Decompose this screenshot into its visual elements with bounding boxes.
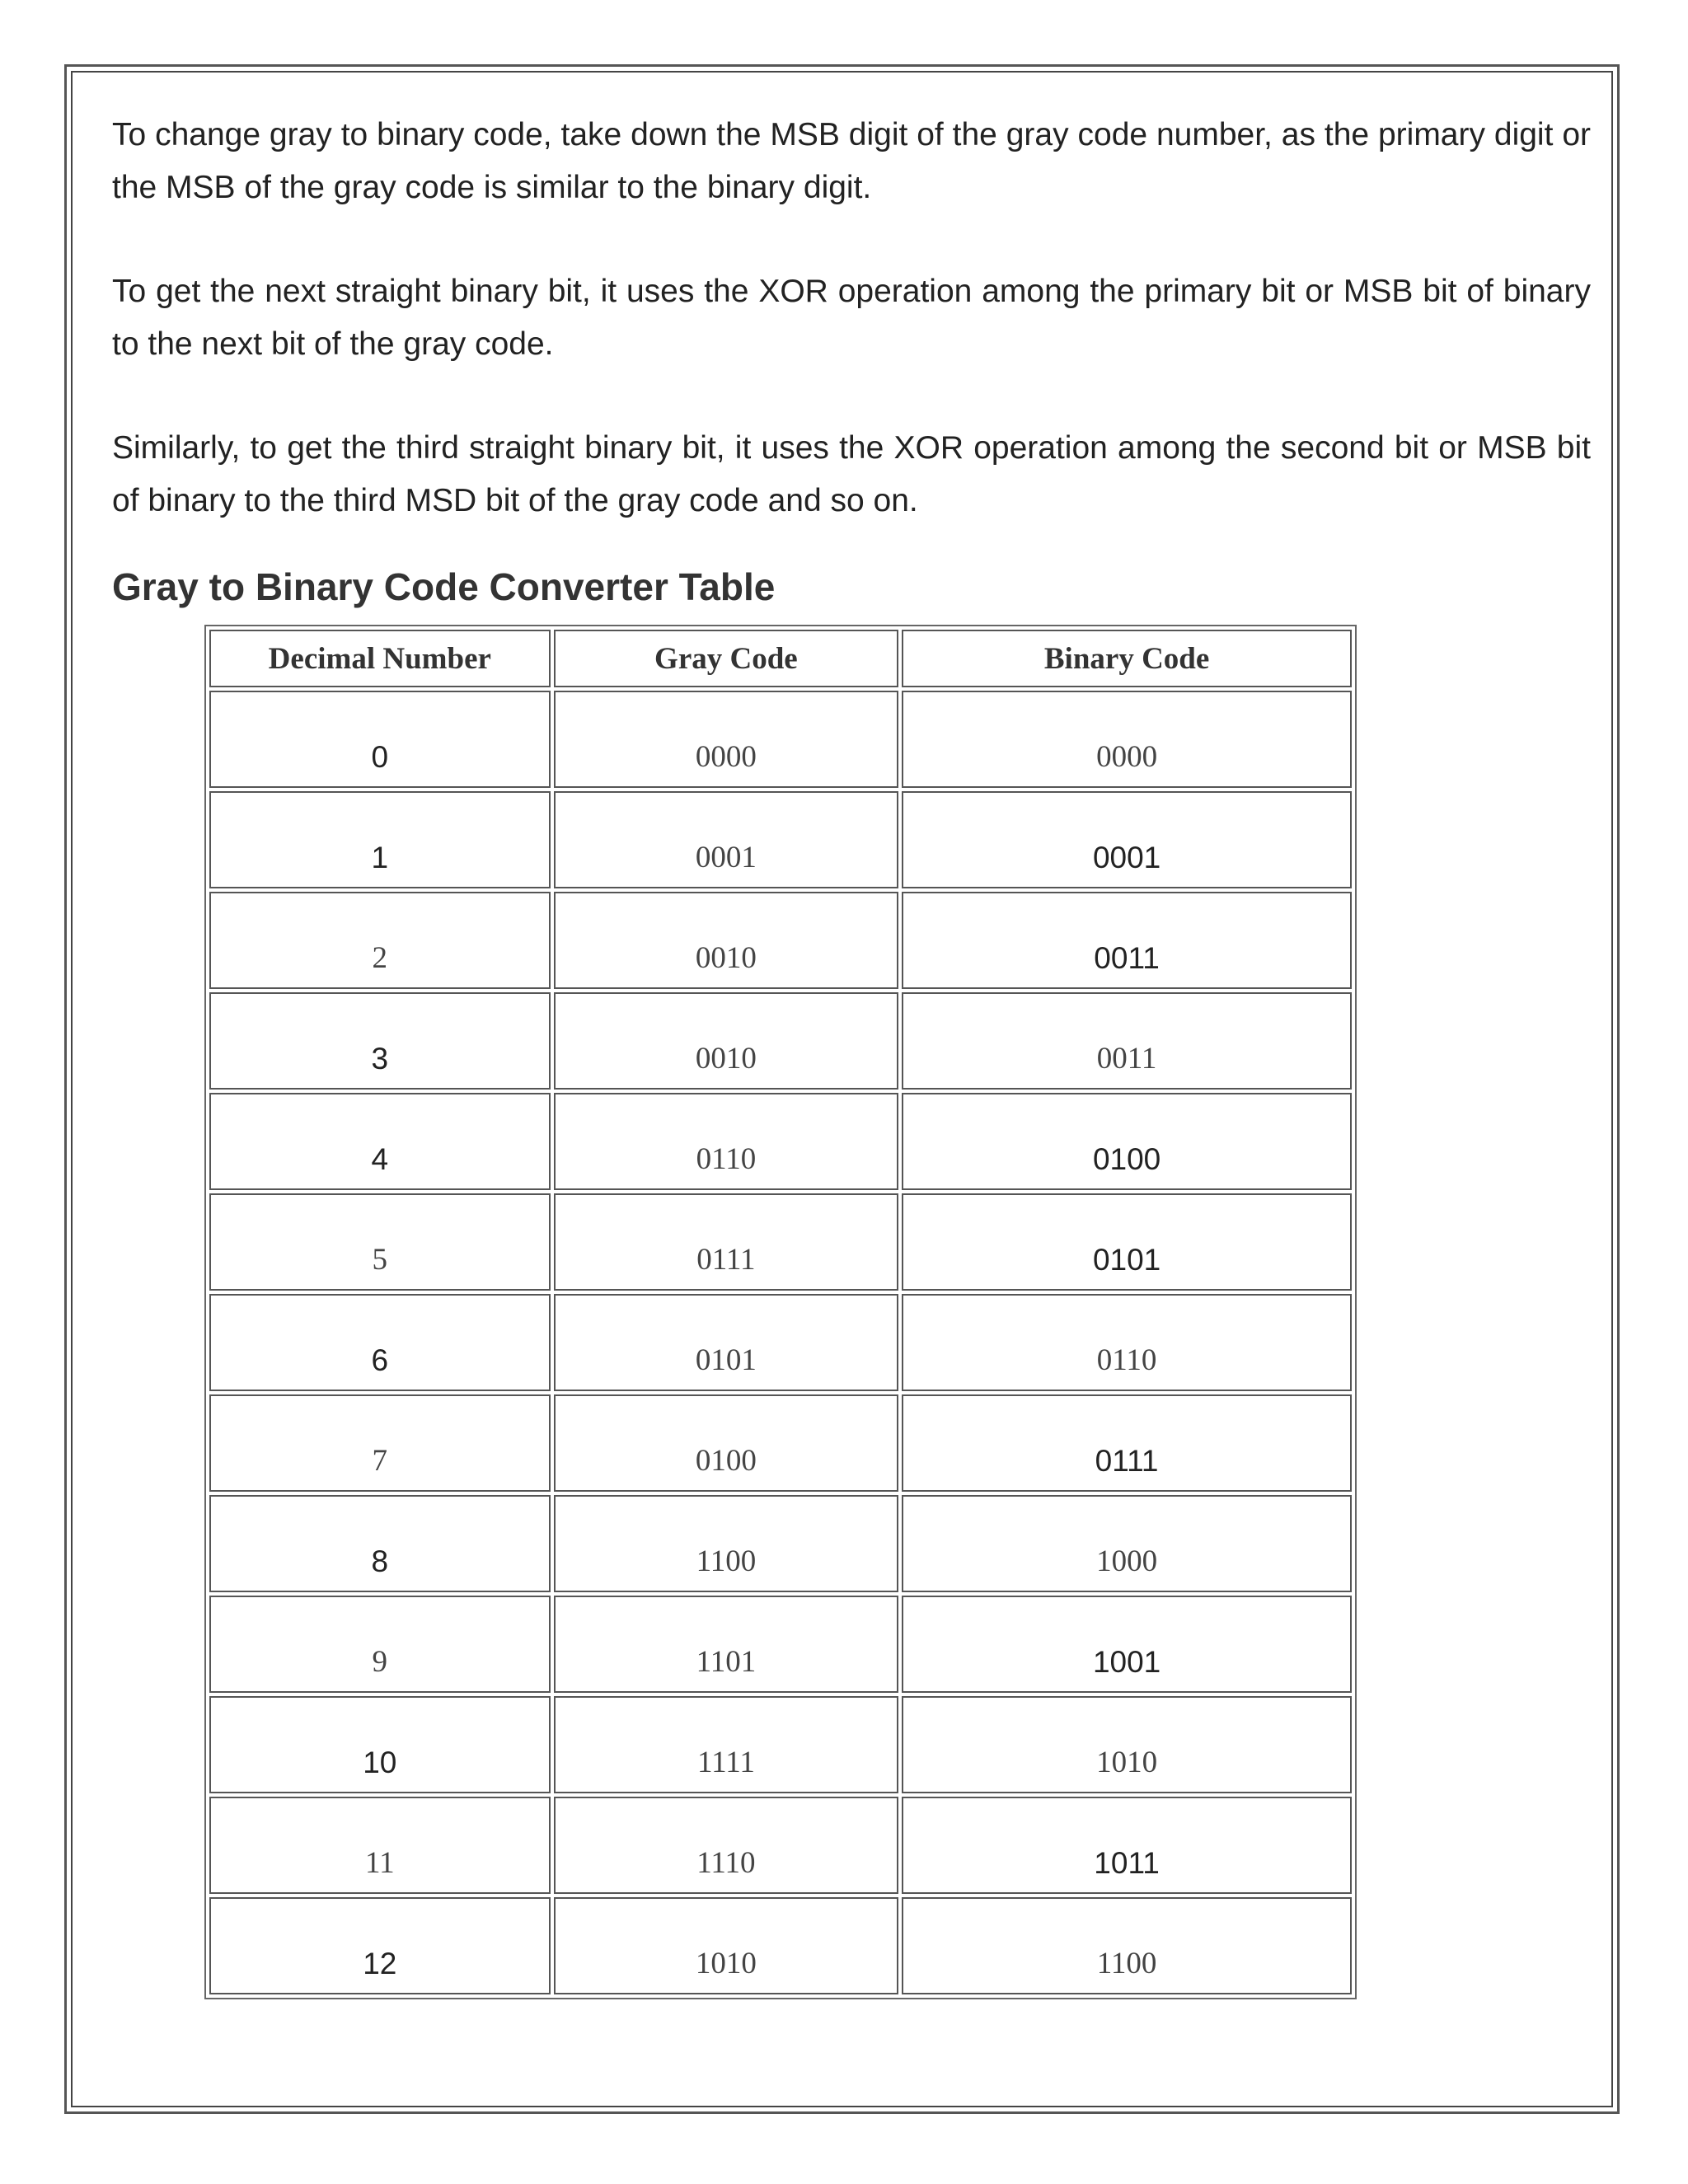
gray-code-cell: 1100 bbox=[554, 1495, 899, 1592]
decimal-cell: 1 bbox=[209, 791, 551, 888]
converter-table bbox=[204, 625, 1357, 1999]
table-row bbox=[209, 1696, 1352, 1793]
binary-code-cell: 0101 bbox=[902, 1193, 1352, 1291]
table-row bbox=[209, 992, 1352, 1090]
table-heading: Gray to Binary Code Converter Table bbox=[112, 565, 776, 608]
gray-code-cell: 0110 bbox=[554, 1093, 899, 1190]
decimal-cell: 8 bbox=[209, 1495, 551, 1592]
gray-code-cell: 0010 bbox=[554, 892, 899, 989]
binary-code-cell: 0001 bbox=[902, 791, 1352, 888]
paragraph-next-bit: To get the next straight binary bit, it uses the XOR operation among the primary bit or MSB bit of binary to the next bit of the gray code. bbox=[112, 274, 1591, 362]
decimal-cell: 4 bbox=[209, 1093, 551, 1190]
decimal-cell: 6 bbox=[209, 1294, 551, 1391]
table-row bbox=[209, 1093, 1352, 1190]
gray-code-cell: 0100 bbox=[554, 1394, 899, 1492]
gray-code-cell: 0101 bbox=[554, 1294, 899, 1391]
table-row bbox=[209, 1193, 1352, 1291]
table-row bbox=[209, 892, 1352, 989]
table-row bbox=[209, 1897, 1352, 1994]
binary-code-cell: 0011 bbox=[902, 992, 1352, 1090]
decimal-cell: 12 bbox=[209, 1897, 551, 1994]
decimal-cell: 10 bbox=[209, 1696, 551, 1793]
binary-code-cell: 0000 bbox=[902, 691, 1352, 788]
table-row bbox=[209, 791, 1352, 888]
binary-code-cell: 1000 bbox=[902, 1495, 1352, 1592]
gray-code-cell: 0001 bbox=[554, 791, 899, 888]
table-row bbox=[209, 1596, 1352, 1693]
binary-code-cell: 1100 bbox=[902, 1897, 1352, 1994]
gray-code-cell: 1110 bbox=[554, 1797, 899, 1894]
table-header-row bbox=[209, 630, 1352, 687]
header-binary-code: Binary Code bbox=[902, 630, 1352, 687]
table-row bbox=[209, 1394, 1352, 1492]
table-row bbox=[209, 1797, 1352, 1894]
paragraph-gray-to-binary-intro: To change gray to binary code, take down the MSB digit of the gray code number, as the primary digit or the MSB of the gray code is similar to the binary digit. bbox=[112, 117, 1591, 205]
document-content bbox=[112, 109, 1591, 620]
table-row bbox=[209, 691, 1352, 788]
paragraph-third-bit: Similarly, to get the third straight binary bit, it uses the XOR operation among the second bit or MSB bit of binary to the third MSD bit of the gray code and so on. bbox=[112, 430, 1591, 518]
binary-code-cell: 0011 bbox=[902, 892, 1352, 989]
binary-code-cell: 0111 bbox=[902, 1394, 1352, 1492]
header-decimal-number: Decimal Number bbox=[209, 630, 551, 687]
decimal-cell: 11 bbox=[209, 1797, 551, 1894]
decimal-cell: 9 bbox=[209, 1596, 551, 1693]
binary-code-cell: 1010 bbox=[902, 1696, 1352, 1793]
gray-code-cell: 0010 bbox=[554, 992, 899, 1090]
binary-code-cell: 1011 bbox=[902, 1797, 1352, 1894]
table-row bbox=[209, 1495, 1352, 1592]
gray-code-cell: 1101 bbox=[554, 1596, 899, 1693]
gray-code-cell: 1010 bbox=[554, 1897, 899, 1994]
decimal-cell: 3 bbox=[209, 992, 551, 1090]
binary-code-cell: 0100 bbox=[902, 1093, 1352, 1190]
gray-code-cell: 0111 bbox=[554, 1193, 899, 1291]
binary-code-cell: 0110 bbox=[902, 1294, 1352, 1391]
gray-code-cell: 1111 bbox=[554, 1696, 899, 1793]
header-gray-code: Gray Code bbox=[554, 630, 899, 687]
decimal-cell: 5 bbox=[209, 1193, 551, 1291]
table-row bbox=[209, 1294, 1352, 1391]
decimal-cell: 0 bbox=[209, 691, 551, 788]
gray-code-cell: 0000 bbox=[554, 691, 899, 788]
binary-code-cell: 1001 bbox=[902, 1596, 1352, 1693]
decimal-cell: 2 bbox=[209, 892, 551, 989]
decimal-cell: 7 bbox=[209, 1394, 551, 1492]
